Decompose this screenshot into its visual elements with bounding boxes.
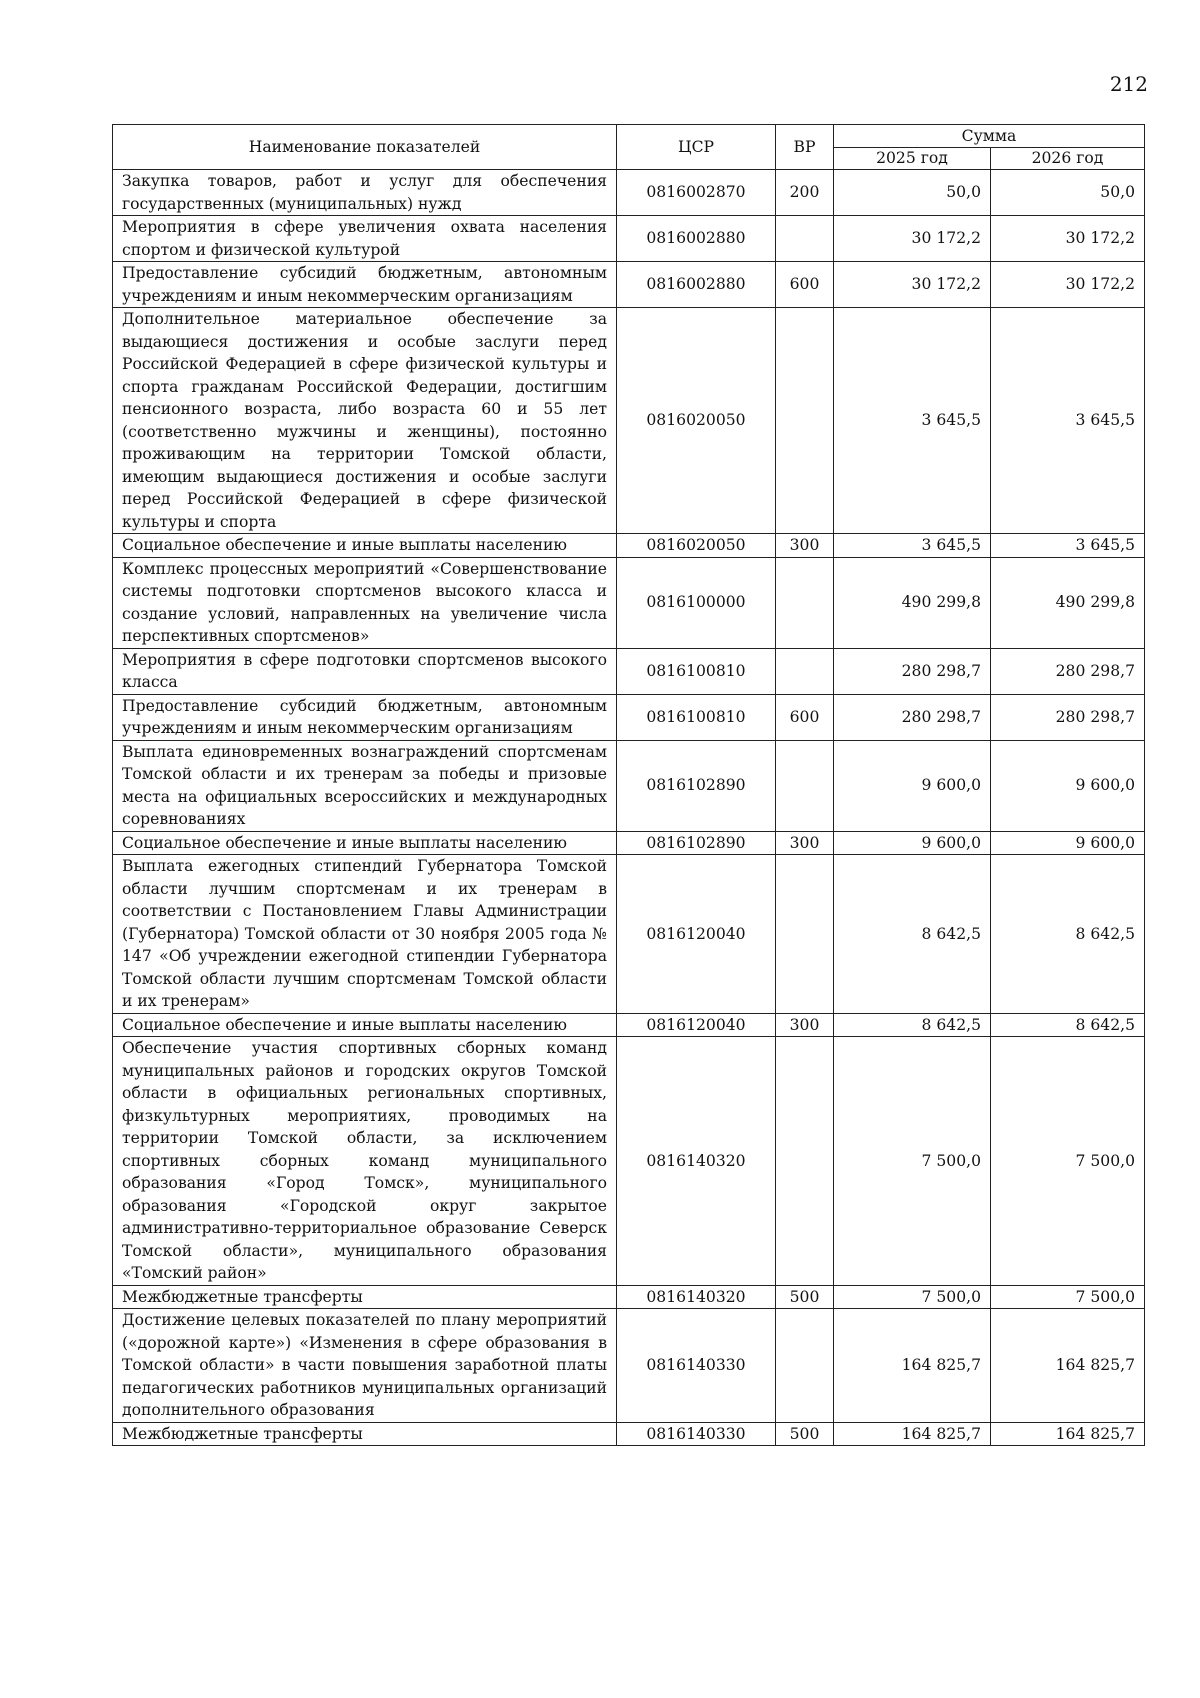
table-row — [113, 1309, 1145, 1423]
table-row — [113, 831, 1145, 855]
header-vr: ВР — [776, 125, 834, 170]
amount-2025: 8 642,5 — [834, 1013, 991, 1037]
csr-code: 0816100000 — [617, 557, 776, 648]
table-row — [113, 855, 1145, 1014]
vr-code: 300 — [776, 831, 834, 855]
amount-2025: 164 825,7 — [834, 1422, 991, 1446]
amount-2025: 3 645,5 — [834, 534, 991, 558]
vr-code — [776, 557, 834, 648]
vr-code: 300 — [776, 534, 834, 558]
table-row — [113, 1013, 1145, 1037]
vr-code — [776, 740, 834, 831]
indicator-name: Обеспечение участия спортивных сборных команд муниципальных районов и городских округов Томской области в официальных региональных спортивных, физкультурных мероприятиях, проводимых на территории Томской области, за исключением спортивных сборных команд муниципального образования «Город Томск», муниципального образования «Городской округ закрытое административно-территориальное образование Северск Томской области», муниципального образования «Томский район» — [113, 1037, 617, 1286]
table-row — [113, 648, 1145, 694]
header-year-2025: 2025 год — [834, 147, 991, 170]
table-row — [113, 740, 1145, 831]
vr-code — [776, 1037, 834, 1286]
indicator-name: Выплата ежегодных стипендий Губернатора Томской области лучшим спортсменам и их тренерам в соответствии с Постановлением Главы Администрации (Губернатора) Томской области от 30 ноября 2005 года № 147 «Об учреждении ежегодной стипендии Губернатора Томской области лучшим спортсменам Томской области и их тренерам» — [113, 855, 617, 1014]
table-row — [113, 1422, 1145, 1446]
amount-2026: 50,0 — [991, 170, 1145, 216]
csr-code: 0816100810 — [617, 694, 776, 740]
amount-2025: 7 500,0 — [834, 1037, 991, 1286]
page-number: 212 — [1109, 72, 1148, 96]
csr-code: 0816002880 — [617, 216, 776, 262]
header-csr: ЦСР — [617, 125, 776, 170]
indicator-name: Предоставление субсидий бюджетным, автономным учреждениям и иным некоммерческим организациям — [113, 262, 617, 308]
csr-code: 0816002870 — [617, 170, 776, 216]
indicator-name: Мероприятия в сфере увеличения охвата населения спортом и физической культурой — [113, 216, 617, 262]
csr-code: 0816140330 — [617, 1309, 776, 1423]
header-year-2026: 2026 год — [991, 147, 1145, 170]
vr-code — [776, 1309, 834, 1423]
table-row — [113, 1037, 1145, 1286]
indicator-name: Социальное обеспечение и иные выплаты населению — [113, 1013, 617, 1037]
amount-2026: 9 600,0 — [991, 740, 1145, 831]
vr-code: 600 — [776, 694, 834, 740]
csr-code: 0816020050 — [617, 308, 776, 534]
csr-code: 0816020050 — [617, 534, 776, 558]
vr-code — [776, 216, 834, 262]
budget-table — [112, 124, 1145, 1446]
amount-2025: 9 600,0 — [834, 740, 991, 831]
amount-2026: 280 298,7 — [991, 648, 1145, 694]
header-name: Наименование показателей — [113, 125, 617, 170]
vr-code: 300 — [776, 1013, 834, 1037]
vr-code: 200 — [776, 170, 834, 216]
amount-2025: 3 645,5 — [834, 308, 991, 534]
vr-code — [776, 855, 834, 1014]
amount-2025: 164 825,7 — [834, 1309, 991, 1423]
amount-2025: 9 600,0 — [834, 831, 991, 855]
amount-2025: 8 642,5 — [834, 855, 991, 1014]
indicator-name: Социальное обеспечение и иные выплаты населению — [113, 831, 617, 855]
amount-2026: 8 642,5 — [991, 1013, 1145, 1037]
amount-2026: 164 825,7 — [991, 1309, 1145, 1423]
table-row — [113, 170, 1145, 216]
header-sum: Сумма — [834, 125, 1145, 148]
amount-2025: 30 172,2 — [834, 216, 991, 262]
amount-2026: 7 500,0 — [991, 1285, 1145, 1309]
amount-2026: 164 825,7 — [991, 1422, 1145, 1446]
amount-2025: 30 172,2 — [834, 262, 991, 308]
vr-code: 600 — [776, 262, 834, 308]
vr-code: 500 — [776, 1422, 834, 1446]
indicator-name: Социальное обеспечение и иные выплаты населению — [113, 534, 617, 558]
amount-2025: 490 299,8 — [834, 557, 991, 648]
amount-2026: 7 500,0 — [991, 1037, 1145, 1286]
table-row — [113, 1285, 1145, 1309]
csr-code: 0816002880 — [617, 262, 776, 308]
vr-code — [776, 648, 834, 694]
csr-code: 0816100810 — [617, 648, 776, 694]
csr-code: 0816120040 — [617, 1013, 776, 1037]
indicator-name: Межбюджетные трансферты — [113, 1285, 617, 1309]
amount-2026: 8 642,5 — [991, 855, 1145, 1014]
indicator-name: Закупка товаров, работ и услуг для обеспечения государственных (муниципальных) нужд — [113, 170, 617, 216]
table-row — [113, 534, 1145, 558]
indicator-name: Достижение целевых показателей по плану мероприятий («дорожной карте») «Изменения в сфере образования в Томской области» в части повышения заработной платы педагогических работников муниципальных организаций дополнительного образования — [113, 1309, 617, 1423]
vr-code — [776, 308, 834, 534]
table-header — [113, 125, 1145, 170]
table-row — [113, 557, 1145, 648]
csr-code: 0816102890 — [617, 831, 776, 855]
csr-code: 0816140320 — [617, 1285, 776, 1309]
csr-code: 0816102890 — [617, 740, 776, 831]
amount-2026: 30 172,2 — [991, 216, 1145, 262]
indicator-name: Мероприятия в сфере подготовки спортсменов высокого класса — [113, 648, 617, 694]
amount-2025: 7 500,0 — [834, 1285, 991, 1309]
table-row — [113, 308, 1145, 534]
csr-code: 0816140320 — [617, 1037, 776, 1286]
table-row — [113, 216, 1145, 262]
amount-2026: 280 298,7 — [991, 694, 1145, 740]
amount-2026: 30 172,2 — [991, 262, 1145, 308]
indicator-name: Выплата единовременных вознаграждений спортсменам Томской области и их тренерам за победы и призовые места на официальных всероссийских и международных соревнованиях — [113, 740, 617, 831]
table-row — [113, 262, 1145, 308]
vr-code: 500 — [776, 1285, 834, 1309]
amount-2025: 280 298,7 — [834, 694, 991, 740]
amount-2026: 3 645,5 — [991, 534, 1145, 558]
amount-2025: 50,0 — [834, 170, 991, 216]
indicator-name: Предоставление субсидий бюджетным, автономным учреждениям и иным некоммерческим организациям — [113, 694, 617, 740]
amount-2026: 9 600,0 — [991, 831, 1145, 855]
indicator-name: Межбюджетные трансферты — [113, 1422, 617, 1446]
csr-code: 0816120040 — [617, 855, 776, 1014]
amount-2025: 280 298,7 — [834, 648, 991, 694]
table-body — [113, 170, 1145, 1446]
amount-2026: 490 299,8 — [991, 557, 1145, 648]
amount-2026: 3 645,5 — [991, 308, 1145, 534]
table-row — [113, 694, 1145, 740]
indicator-name: Комплекс процессных мероприятий «Совершенствование системы подготовки спортсменов высокого класса и создание условий, направленных на увеличение числа перспективных спортсменов» — [113, 557, 617, 648]
indicator-name: Дополнительное материальное обеспечение за выдающиеся достижения и особые заслуги перед Российской Федерацией в сфере физической культуры и спорта гражданам Российской Федерации, достигшим пенсионного возраста, либо возраста 60 и 55 лет (соответственно мужчины и женщины), постоянно проживающим на территории Томской области, имеющим выдающиеся достижения и особые заслуги перед Российской Федерацией в сфере физической культуры и спорта — [113, 308, 617, 534]
csr-code: 0816140330 — [617, 1422, 776, 1446]
